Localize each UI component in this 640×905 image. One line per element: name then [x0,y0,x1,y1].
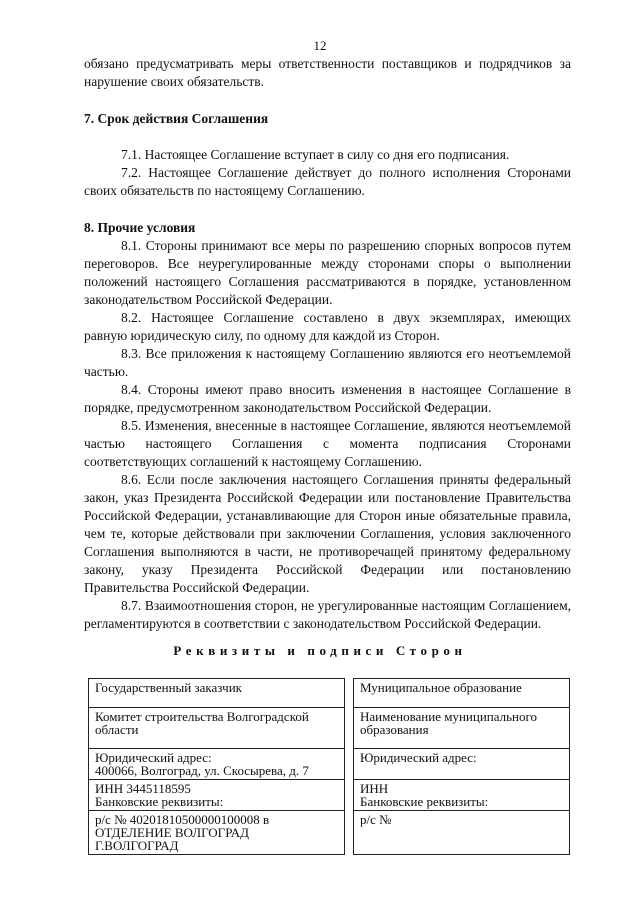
left-name-cell: Комитет строительства Волгоградской области [89,708,345,749]
left-inn: ИНН 3445118595 [95,781,191,796]
section-7-title: 7. Срок действия Соглашения [84,111,269,126]
right-address-label: Юридический адрес: [360,750,477,765]
paragraph-7-1: 7.1. Настоящее Соглашение вступает в силу со дня его подписания. [121,147,510,162]
left-inn-cell [89,780,345,811]
table-row [89,708,570,749]
left-address-label: Юридический адрес: [95,750,212,765]
paragraph-8-2: 8.2. Настоящее Соглашение составлено в двух экземплярах, имеющих равную юридическую силу, по одному для каждой из Сторон. [84,310,571,343]
right-account-cell [354,811,570,855]
left-bank-label: Банковские реквизиты: [95,794,224,809]
paragraph-8-6: 8.6. Если после заключения настоящего Соглашения приняты федеральный закон, указ Президента Российской Федерации или постановление Правительства Российской Федерации, устанавливающие для Сторон иные обязательные правила, чем те, которые действовали при заключении Соглашения, условия заключенного Соглашения выполняются в части, не противоречащей принятому федеральному закону, указу Президента Российской Федерации или постановлению Правительства Российской Федерации. [84,472,571,595]
left-bank-1: ОТДЕЛЕНИЕ ВОЛГОГРАД [95,825,250,840]
right-name-cell: Наименование муниципального образования [354,708,570,749]
paragraph-8-5: 8.5. Изменения, внесенные в настоящее Соглашение, являются неотъемлемой частью настоящего Соглашения с момента подписания Сторонами соответствующих соглашений к настоящему Соглашению. [84,418,571,469]
section-8-title: 8. Прочие условия [84,220,196,235]
page-number: 12 [313,38,327,53]
left-bank-2: Г.ВОЛГОГРАД [95,838,179,853]
table-row [89,811,570,855]
right-bank-label: Банковские реквизиты: [360,794,489,809]
left-address-cell [89,749,345,780]
table-row [89,780,570,811]
paragraph-8-7: 8.7. Взаимоотношения сторон, не урегулированные настоящим Соглашением, регламентируются в соответствии с законодательством Российской Федерации. [84,598,571,631]
left-address: 400066, Волгоград, ул. Скосырева, д. 7 [95,763,309,778]
requisites-title: Реквизиты и подписи Сторон [173,643,467,658]
right-account: р/с № [360,812,392,827]
left-account-cell [89,811,345,855]
requisites-table [88,678,570,855]
right-inn: ИНН [360,781,389,796]
paragraph-8-3: 8.3. Все приложения к настоящему Соглашению являются его неотъемлемой частью. [84,346,571,379]
document-body [84,55,571,633]
paragraph-8-4: 8.4. Стороны имеют право вносить изменения в настоящее Соглашение в порядке, предусмотренном законодательством Российской Федерации. [84,382,571,415]
left-party-cell: Государственный заказчик [89,679,345,708]
continuation-paragraph: обязано предусматривать меры ответственности поставщиков и подрядчиков за нарушение своих обязательств. [84,56,571,89]
paragraph-7-2: 7.2. Настоящее Соглашение действует до полного исполнения Сторонами своих обязательств по настоящему Соглашению. [84,165,571,198]
table-row [89,679,570,708]
table-row [89,749,570,780]
right-party-cell: Муниципальное образование [354,679,570,708]
right-address-cell [354,749,570,780]
left-account: р/с № 40201810500000100008 в [95,812,270,827]
paragraph-8-1: 8.1. Стороны принимают все меры по разрешению спорных вопросов путем переговоров. Все неурегулированные между сторонами споры о выполнении положений настоящего Соглашения рассматриваются в порядке, установленном законодательством Российской Федерации. [84,238,571,307]
right-inn-cell [354,780,570,811]
